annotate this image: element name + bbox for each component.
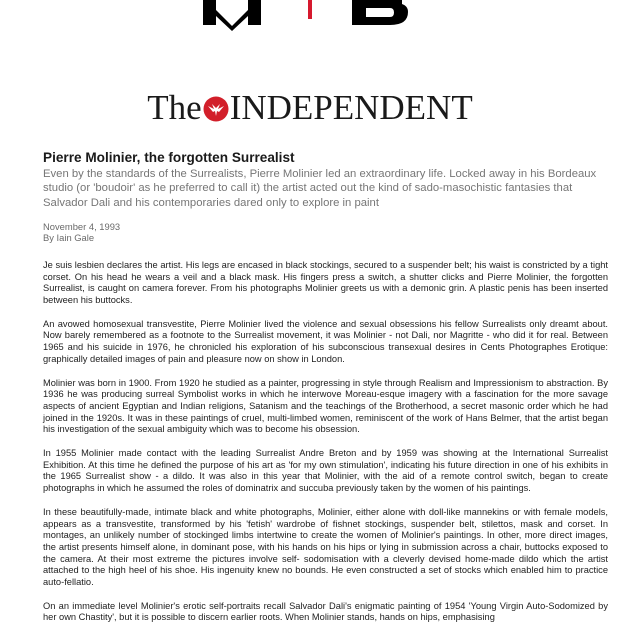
publication-logo-the: The — [147, 88, 202, 127]
article-paragraph: An avowed homosexual transvestite, Pierre Molinier lived the violence and sexual obsessions his fellow Surrealists only dreamt about. Now barely remembered as a footnote to the Surrealist movement, it was Molinier - not Dali, nor Magritte - who did it for real. Between 1965 and his suicide in 1976, he chronicled his exploration of his subconscious transexual desires in Cents Photographes Erotique: graphically detailed images of pain and pleasure now on show in London. — [43, 318, 608, 364]
article-byline: By Iain Gale — [43, 232, 95, 244]
article-paragraph: In 1955 Molinier made contact with the leading Surrealist Andre Breton and by 1959 was showing at the International Surrealist Exhibition. At this time he defined the purpose of his art as 'for my own stimulation', indicating his future direction in one of his exhibits in the 1965 Surrealist show - a dildo. It was also in this year that Molinier, with the aid of a remote control switch, began to create photographs in which he assumed the roles of dominatrix and succuba previously taken by the women of his paintings. — [43, 448, 608, 494]
article-paragraph: On an immediate level Molinier's erotic self-portraits recall Salvador Dali's enigmatic painting of 1954 'Young Virgin Auto-Sodomized by her own Chastity', but it is possible to discern earlier roots. When Molinier stands, hands on hips, emphasising — [43, 600, 608, 623]
logo-letter-m — [203, 0, 261, 31]
article-meta — [43, 221, 608, 244]
article-paragraph: Molinier was born in 1900. From 1920 he studied as a painter, progressing in style through Realism and Impressionism to abstraction. By 1936 he was producing surreal Symbolist works in which he interwove Moreau-esque imagery with a fascination for the more savage aspects of ancient Egyptian and Indian religions, Satanism and the teachings of the Brotherhood, a secret masonic order which he had joined in the 1920s. It was in these paintings of cruel, multi-limbed women, reminiscent of the work of Hans Belmer, that the artist began his investigation of the sexual ambiguity which was to become his obsession. — [43, 377, 608, 435]
publication-logo[interactable] — [0, 88, 620, 128]
article-paragraph: In these beautifully-made, intimate black and white photographs, Molinier, either alone with doll-like mannekins or with female models, appears as a transvestite, transformed by his 'fetish' wardrobe of fishnet stockings, suspender belt, stilettos, mask and corset. In montages, an unlikely number of stockinged limbs intertwine to create the women of Molinier's paintings. In other, more direct images, the artist presents himself alone, in dominant pose, with his hands on his hips or lying in submission across a chair, buttocks exposed to the camera. At their most extreme the pictures involve self- sodomisation with a cleverly devised home-made dildo which the artist attached to the high heel of his shoe. His ingenuity knew no bounds. He even constructed a set of stocks which enabled him to practice auto-fellatio. — [43, 506, 608, 588]
article-date: November 4, 1993 — [43, 220, 121, 232]
logo-letter-b — [352, 0, 408, 25]
eagle-icon — [203, 96, 229, 122]
article — [43, 150, 608, 636]
logo-plus — [308, 0, 312, 19]
article-title: Pierre Molinier, the forgotten Surrealist — [43, 150, 295, 165]
publication-logo-name: INDEPENDENT — [229, 88, 473, 127]
article-paragraph: Je suis lesbien declares the artist. His legs are encased in black stockings, secured to a suspender belt; his waist is constricted by a tight corset. On his head he wears a veil and a black mask. His fingers press a switch, a shutter clicks and Pierre Molinier, the forgotten Surrealist, is caught on camera forever. From his photographs Molinier greets us with a demonic grin. A plastic penis has been inserted between his buttocks. — [43, 259, 608, 305]
site-logo — [0, 0, 620, 40]
article-body — [43, 260, 608, 624]
article-subtitle: Even by the standards of the Surrealists, Pierre Molinier led an extraordinary life. Locked away in his Bordeaux studio (or 'boudoir' as he preferred to call it) the artist acted out the kind of sado-masochistic fantasies that Salvador Dali and his contemporaries dared only to explore in paint — [43, 168, 597, 209]
